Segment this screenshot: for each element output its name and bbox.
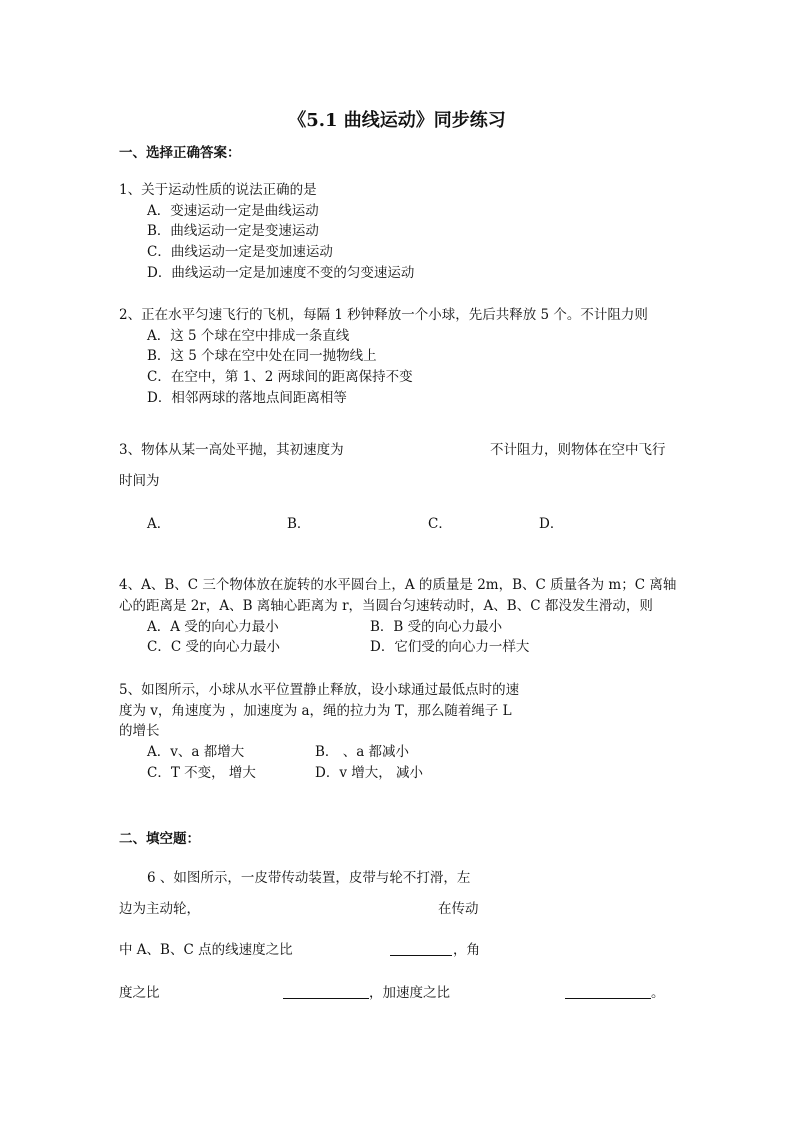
q6-stem-line4-end: 。 <box>651 985 665 1001</box>
q3-option-a: A． <box>147 516 171 532</box>
q4-option-b: B．B 受的向心力最小 <box>370 619 503 635</box>
q4-option-c: C．C 受的向心力最小 <box>147 639 280 655</box>
q1-option-d: D．曲线运动一定是加速度不变的匀变速运动 <box>147 265 415 281</box>
q6-stem-line2-right: 在传动 <box>438 901 479 917</box>
q6-stem-line3-left: 中 A、B、C 点的线速度之比 <box>119 942 293 958</box>
q3-stem-left: 3、物体从某一高处平抛，其初速度为 <box>119 442 344 458</box>
q1-option-b: B．曲线运动一定是变速运动 <box>147 223 319 239</box>
q6-answer-blank-1[interactable] <box>390 941 452 961</box>
q5-option-b: B． 、a 都减小 <box>315 744 410 760</box>
q6-stem-line3-right: ，角 <box>453 942 480 958</box>
section-choice-heading: 一、选择正确答案： <box>119 145 241 161</box>
q3-stem-right: 不计阻力，则物体在空中飞行 <box>490 442 666 458</box>
q6-answer-blank-2[interactable] <box>283 984 369 1004</box>
q2-option-d: D．相邻两球的落地点间距离相等 <box>147 390 347 406</box>
q4-stem-line1: 4、A、B、C 三个物体放在旋转的水平圆台上，A 的质量是 2m，B、C 质量各为 m；C 离轴 <box>119 577 677 593</box>
q6-stem-line2-left: 边为主动轮， <box>119 901 200 917</box>
q2-stem: 2、正在水平匀速飞行的飞机，每隔 1 秒钟释放一个小球，先后共释放 5 个。不计阻力则 <box>119 307 648 323</box>
q6-stem-line4-left: 度之比 <box>119 985 160 1001</box>
q3-option-b: B． <box>287 516 311 532</box>
q1-option-a: A．变速运动一定是曲线运动 <box>147 203 319 219</box>
q6-stem-line4-mid: ，加速度之比 <box>369 985 450 1001</box>
page-title: 《5.1 曲线运动》同步练习 <box>288 110 506 131</box>
q3-stem-continued: 时间为 <box>119 473 160 489</box>
q5-stem-line2: 度为 v，角速度为 ，加速度为 a，绳的拉力为 T，那么随着绳子 L <box>119 703 512 719</box>
q6-stem-line1: 6 、如图所示，一皮带传动装置，皮带与轮不打滑，左 <box>147 870 471 886</box>
q3-option-c: C． <box>428 516 452 532</box>
q2-option-c: C．在空中，第 1、2 两球间的距离保持不变 <box>147 369 413 385</box>
q6-answer-blank-3[interactable] <box>565 984 651 1004</box>
q1-stem: 1、关于运动性质的说法正确的是 <box>119 182 317 198</box>
q5-option-c: C．T 不变， 增大 <box>147 765 256 781</box>
q1-option-c: C．曲线运动一定是变加速运动 <box>147 244 333 260</box>
q4-stem-line2: 心的距离是 2r，A、B 离轴心距离为 r，当圆台匀速转动时，A、B、C 都没发生滑动，则 <box>119 598 653 614</box>
q5-stem-line1: 5、如图所示，小球从水平位置静止释放，设小球通过最低点时的速 <box>119 682 520 698</box>
q5-option-a: A．v、a 都增大 <box>147 744 245 760</box>
q4-option-a: A．A 受的向心力最小 <box>147 619 279 635</box>
q2-option-a: A．这 5 个球在空中排成一条直线 <box>147 328 350 344</box>
section-fill-heading: 二、填空题： <box>119 831 200 847</box>
q4-option-d: D．它们受的向心力一样大 <box>370 639 530 655</box>
q5-option-d: D．v 增大， 减小 <box>315 765 424 781</box>
q5-stem-line3: 的增长 <box>119 723 160 739</box>
q3-option-d: D． <box>539 516 564 532</box>
q2-option-b: B．这 5 个球在空中处在同一抛物线上 <box>147 348 377 364</box>
